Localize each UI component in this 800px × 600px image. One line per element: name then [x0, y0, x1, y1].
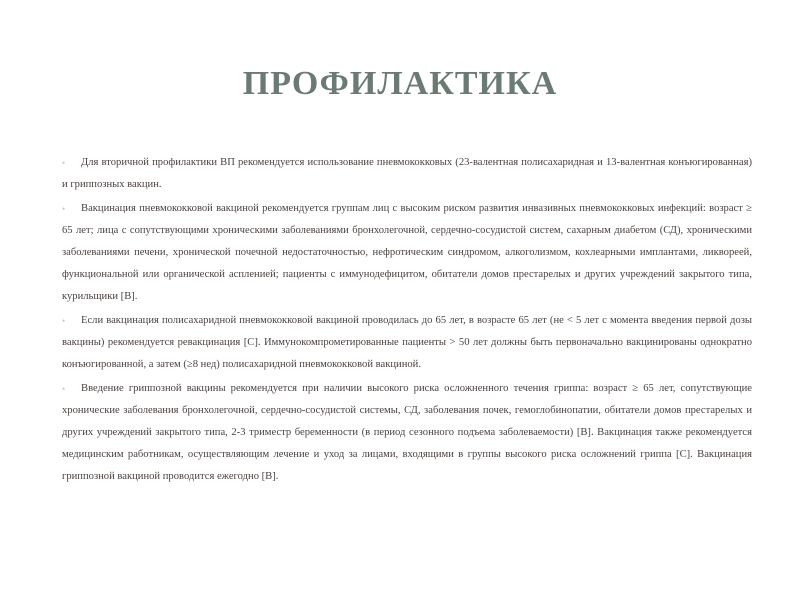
- bullet-icon: •: [62, 316, 66, 326]
- bullet-text: Введение гриппозной вакцины рекомендуется при наличии высокого риска осложненного течения гриппа: возраст ≥ 65 лет, сопутствующие хронические заболевания бронхолегочной, сердечно-сосудистой системы, СД, заболевания почек, гемоглобинопатии, обитатели домов престарелых и других учреждений закрытого типа, 2-3 триместр беременности (в период сезонного подъема заболеваемости) [B]. Вакцинация также рекомендуется медицинским работникам, осуществляющим лечение и уход за лицами, входящими в группы высокого риска осложнений гриппа [C]. Вакцинация гриппозной вакциной проводится ежегодно [B].: [62, 383, 752, 482]
- bullet-item-influenza-vaccine: [62, 378, 752, 488]
- bullet-list: [62, 152, 752, 490]
- bullet-icon: •: [62, 384, 66, 394]
- bullet-text: Для вторичной профилактики ВП рекомендуется использование пневмококковых (23-валентная полисахаридная и 13-валентная конъюгированная) и гриппозных вакцин.: [62, 157, 752, 190]
- bullet-icon: •: [62, 158, 66, 168]
- bullet-item-pneumococcal-risk-groups: [62, 198, 752, 308]
- bullet-text: Если вакцинация полисахаридной пневмококковой вакциной проводилась до 65 лет, в возрасте 65 лет (не < 5 лет с момента введения первой дозы вакцины) рекомендуется ревакцинация [C]. Иммунокомпрометированные пациенты > 50 лет должны быть первоначально вакцинированы однократно конъюгированной, а затем (≥8 нед) полисахаридной пневмококковой вакциной.: [62, 315, 752, 370]
- bullet-text: Вакцинация пневмококковой вакциной рекомендуется группам лиц с высоким риском развития инвазивных пневмококковых инфекций: возраст ≥ 65 лет; лица с сопутствующими хроническими заболеваниями бронхолегочной, сердечно-сосудистой систем, сахарным диабетом (СД), хроническими заболеваниями печени, хронической почечной недостаточностью, нефротическим синдромом, алкоголизмом, кохлеарными имплантами, ликвореей, функциональной или органической аспленией; пациенты с иммунодефицитом, обитатели домов престарелых и других учреждений закрытого типа, курильщики [B].: [62, 203, 752, 302]
- bullet-item-secondary-prevention: [62, 152, 752, 196]
- slide-title: ПРОФИЛАКТИКА: [242, 64, 558, 102]
- bullet-icon: •: [62, 204, 66, 214]
- bullet-item-revaccination: [62, 310, 752, 376]
